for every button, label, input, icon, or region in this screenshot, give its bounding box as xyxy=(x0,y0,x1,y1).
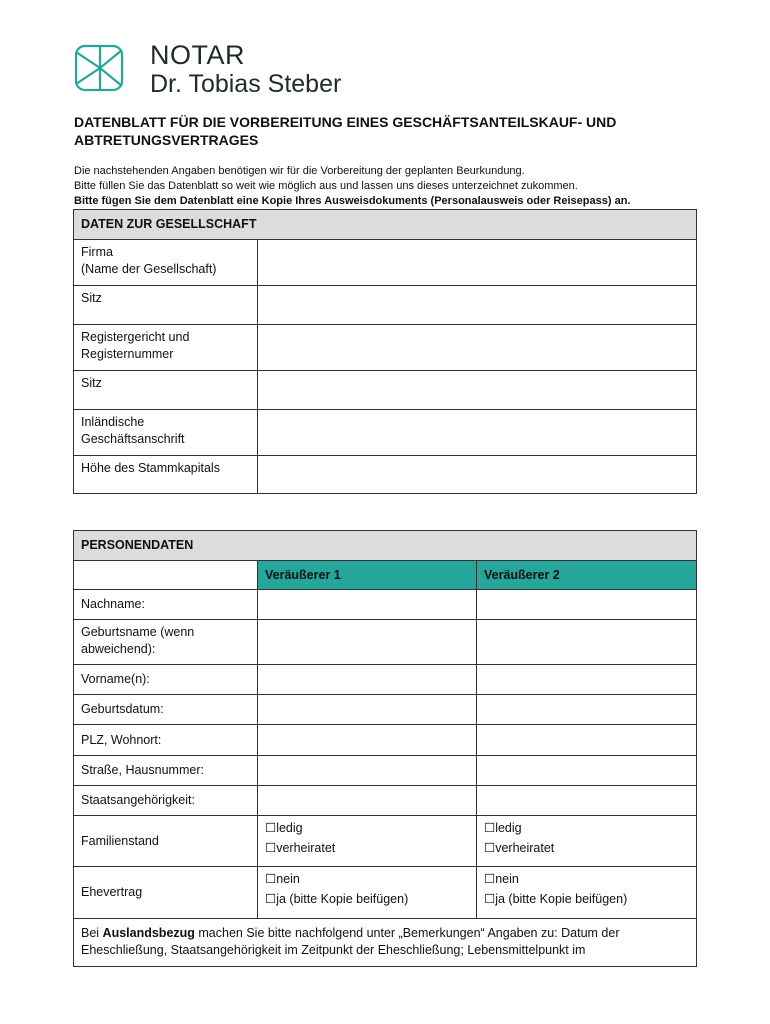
row-label-ehevertrag: Ehevertrag xyxy=(74,867,258,919)
intro-line-2: Bitte füllen Sie das Datenblatt so weit wie möglich aus und lassen uns dieses unterzeichnet zukommen. xyxy=(74,180,578,192)
company-data-table xyxy=(73,209,697,494)
marital-options-1 xyxy=(258,816,477,867)
input-strasse-2[interactable] xyxy=(477,756,697,786)
checkbox-ledig-2[interactable]: ☐ledig xyxy=(484,821,522,835)
row-label-firma: Firma (Name der Gesellschaft) xyxy=(74,240,258,286)
checkbox-verheiratet-1[interactable]: ☐verheiratet xyxy=(265,840,336,855)
row-label-address: Inländische Geschäftsanschrift xyxy=(74,410,258,456)
input-geburtsdatum-1[interactable] xyxy=(258,695,477,725)
input-wohnort-1[interactable] xyxy=(258,725,477,756)
col-header-seller-1: Veräußerer 1 xyxy=(258,561,477,590)
row-label-strasse: Straße, Hausnummer: xyxy=(74,756,258,786)
logo-subtitle: Dr. Tobias Steber xyxy=(150,70,342,98)
input-wohnort-2[interactable] xyxy=(477,725,697,756)
marital-options-2 xyxy=(477,816,697,867)
input-geburtsdatum-2[interactable] xyxy=(477,695,697,725)
input-staatsangehoerigkeit-1[interactable] xyxy=(258,786,477,816)
row-label-geburtsdatum: Geburtsdatum: xyxy=(74,695,258,725)
row-label-geburtsname: Geburtsname (wenn abweichend): xyxy=(74,620,258,665)
contract-options-1 xyxy=(258,867,477,919)
input-geburtsname-1[interactable] xyxy=(258,620,477,665)
note-bold-term: Auslandsbezug xyxy=(102,926,195,940)
input-sitz-2[interactable] xyxy=(258,371,697,410)
logo-mark-icon xyxy=(72,42,128,94)
row-label-staatsangehoerigkeit: Staatsangehörigkeit: xyxy=(74,786,258,816)
col-header-seller-2: Veräußerer 2 xyxy=(477,561,697,590)
checkbox-ja-1[interactable]: ☐ja (bitte Kopie beifügen) xyxy=(265,891,409,906)
row-label-register: Registergericht und Registernummer xyxy=(74,325,258,371)
checkbox-verheiratet-2[interactable]: ☐verheiratet xyxy=(484,840,555,855)
row-label-sitz: Sitz xyxy=(74,286,258,325)
row-label-sitz-2: Sitz xyxy=(74,371,258,410)
person-table-header: PERSONENDATEN xyxy=(74,531,697,561)
input-address[interactable] xyxy=(258,410,697,456)
input-sitz[interactable] xyxy=(258,286,697,325)
input-nachname-1[interactable] xyxy=(258,590,477,620)
row-label-capital: Höhe des Stammkapitals xyxy=(74,456,258,494)
header-blank-cell xyxy=(74,561,258,590)
contract-options-2 xyxy=(477,867,697,919)
input-strasse-1[interactable] xyxy=(258,756,477,786)
intro-line-3: Bitte fügen Sie dem Datenblatt eine Kopie Ihres Ausweisdokuments (Personalausweis oder Reisepass) an. xyxy=(74,195,631,207)
checkbox-nein-2[interactable]: ☐nein xyxy=(484,872,519,886)
logo-title: NOTAR xyxy=(150,40,245,70)
company-table-header: DATEN ZUR GESELLSCHAFT xyxy=(74,210,697,240)
input-capital[interactable] xyxy=(258,456,697,494)
checkbox-ja-2[interactable]: ☐ja (bitte Kopie beifügen) xyxy=(484,891,628,906)
input-register[interactable] xyxy=(258,325,697,371)
intro-line-1: Die nachstehenden Angaben benötigen wir für die Vorbereitung der geplanten Beurkundung. xyxy=(74,165,525,177)
input-vorname-2[interactable] xyxy=(477,665,697,695)
checkbox-ledig-1[interactable]: ☐ledig xyxy=(265,821,303,835)
intro-text xyxy=(74,164,714,209)
row-label-nachname: Nachname: xyxy=(74,590,258,620)
input-geburtsname-2[interactable] xyxy=(477,620,697,665)
row-label-vorname: Vorname(n): xyxy=(74,665,258,695)
input-vorname-1[interactable] xyxy=(258,665,477,695)
page-title: DATENBLATT FÜR DIE VORBEREITUNG EINES GESCHÄFTSANTEILSKAUF- UND ABTRETUNGSVERTRAGES xyxy=(74,114,617,148)
input-nachname-2[interactable] xyxy=(477,590,697,620)
row-label-wohnort: PLZ, Wohnort: xyxy=(74,725,258,756)
notary-logo xyxy=(72,40,342,100)
input-firma[interactable] xyxy=(258,240,697,286)
person-data-table xyxy=(73,530,697,967)
checkbox-nein-1[interactable]: ☐nein xyxy=(265,872,300,886)
row-label-familienstand: Familienstand xyxy=(74,816,258,867)
foreign-reference-note: Bei Auslandsbezug machen Sie bitte nachfolgend unter „Bemerkungen“ Angaben zu: Datum der Eheschließung, Staatsangehörigkeit im Zeitpunkt der Eheschließung; Lebensmittelpunkt im xyxy=(74,919,697,967)
input-staatsangehoerigkeit-2[interactable] xyxy=(477,786,697,816)
